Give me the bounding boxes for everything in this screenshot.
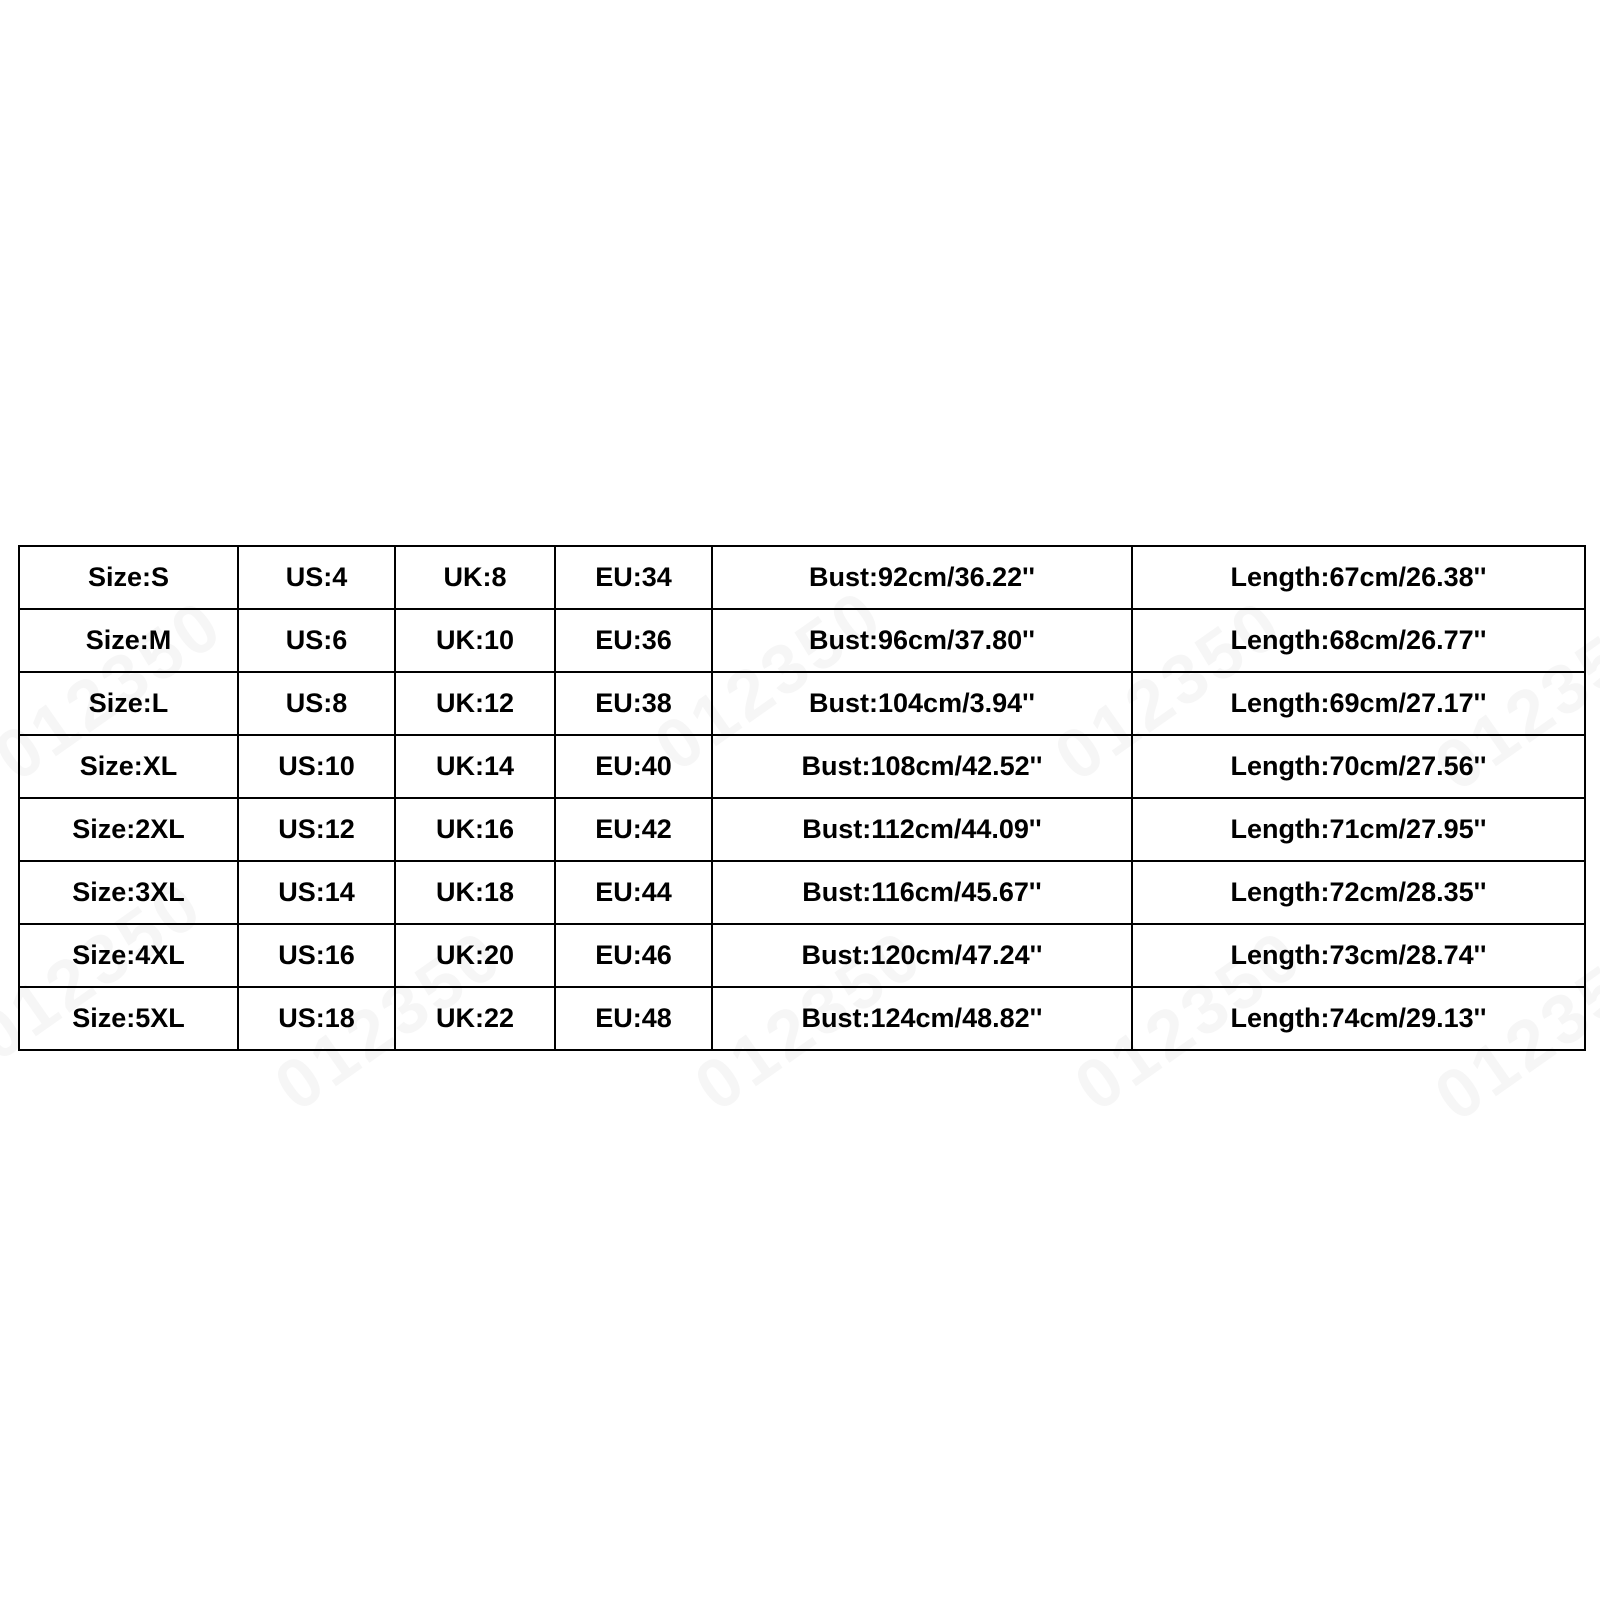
size-cell: Size:L [19,672,238,735]
table-row [19,735,1585,798]
uk-size-cell: UK:8 [395,546,555,609]
eu-size-cell: EU:46 [555,924,712,987]
bust-cell: Bust:116cm/45.67'' [712,861,1132,924]
size-cell: Size:M [19,609,238,672]
us-size-cell: US:16 [238,924,395,987]
size-cell: Size:5XL [19,987,238,1050]
eu-size-cell: EU:36 [555,609,712,672]
us-size-cell: US:6 [238,609,395,672]
table-row [19,672,1585,735]
us-size-cell: US:14 [238,861,395,924]
size-cell: Size:S [19,546,238,609]
us-size-cell: US:10 [238,735,395,798]
length-cell: Length:73cm/28.74'' [1132,924,1585,987]
table-row [19,987,1585,1050]
bust-cell: Bust:112cm/44.09'' [712,798,1132,861]
bust-cell: Bust:92cm/36.22'' [712,546,1132,609]
eu-size-cell: EU:48 [555,987,712,1050]
eu-size-cell: EU:44 [555,861,712,924]
eu-size-cell: EU:34 [555,546,712,609]
eu-size-cell: EU:42 [555,798,712,861]
uk-size-cell: UK:10 [395,609,555,672]
uk-size-cell: UK:14 [395,735,555,798]
size-cell: Size:3XL [19,861,238,924]
table-row [19,861,1585,924]
bust-cell: Bust:124cm/48.82'' [712,987,1132,1050]
size-chart-table [18,545,1586,1051]
size-cell: Size:4XL [19,924,238,987]
bust-cell: Bust:96cm/37.80'' [712,609,1132,672]
us-size-cell: US:18 [238,987,395,1050]
length-cell: Length:67cm/26.38'' [1132,546,1585,609]
bust-cell: Bust:120cm/47.24'' [712,924,1132,987]
length-cell: Length:74cm/29.13'' [1132,987,1585,1050]
length-cell: Length:71cm/27.95'' [1132,798,1585,861]
uk-size-cell: UK:20 [395,924,555,987]
uk-size-cell: UK:16 [395,798,555,861]
bust-cell: Bust:108cm/42.52'' [712,735,1132,798]
table-row [19,798,1585,861]
size-cell: Size:XL [19,735,238,798]
us-size-cell: US:12 [238,798,395,861]
eu-size-cell: EU:38 [555,672,712,735]
us-size-cell: US:8 [238,672,395,735]
length-cell: Length:69cm/27.17'' [1132,672,1585,735]
bust-cell: Bust:104cm/3.94'' [712,672,1132,735]
uk-size-cell: UK:18 [395,861,555,924]
length-cell: Length:68cm/26.77'' [1132,609,1585,672]
us-size-cell: US:4 [238,546,395,609]
table-row [19,609,1585,672]
table-row [19,924,1585,987]
uk-size-cell: UK:12 [395,672,555,735]
length-cell: Length:72cm/28.35'' [1132,861,1585,924]
uk-size-cell: UK:22 [395,987,555,1050]
eu-size-cell: EU:40 [555,735,712,798]
table-row [19,546,1585,609]
length-cell: Length:70cm/27.56'' [1132,735,1585,798]
size-cell: Size:2XL [19,798,238,861]
